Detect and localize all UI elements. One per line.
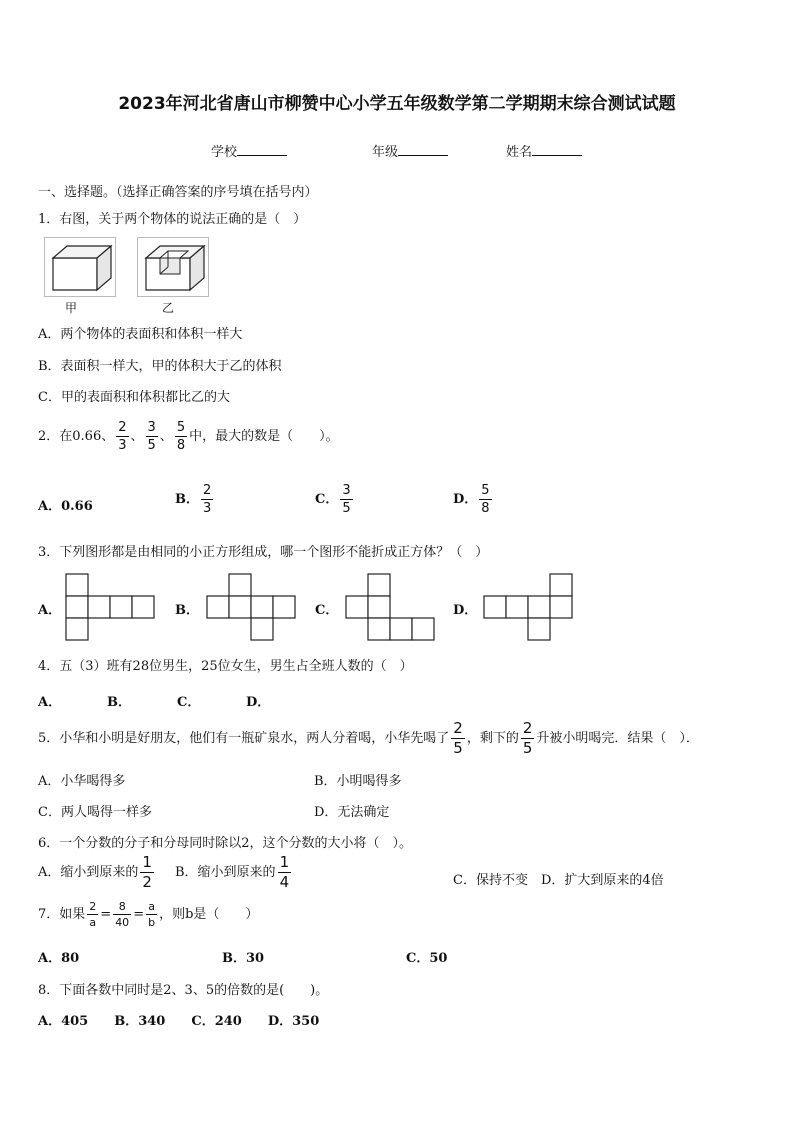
q2-option-b-label: B． [175,492,199,507]
q5-text-3: 升被小明喝完．结果（ ）． [536,731,699,746]
q3-option-a[interactable]: A． [38,603,62,618]
name-label: 姓名 [506,145,533,160]
q5-fraction-1: $\frac{2}{5}$ [453,719,463,757]
q7-fraction-2: $\frac{8}{40}$ [115,900,130,929]
grade-blank[interactable] [398,143,448,156]
q5-fraction-2: $\frac{2}{5}$ [522,719,533,757]
q5-text-1: 5．小华和小明是好朋友，他们有一瓶矿泉水，两人分着喝，小华先喝了 [38,731,450,746]
q4-option-a[interactable]: A． [38,695,62,710]
section-heading: 一、选择题。（选择正确答案的序号填在括号内） [38,185,318,200]
q7-equals: = [100,907,112,922]
q6-option-cd[interactable]: C．保持不变 D．扩大到原来的4倍 [453,873,664,888]
grade-label: 年级 [372,145,399,160]
q3-net-d [483,573,575,641]
notched-cuboid-icon [138,238,208,296]
q5-option-a[interactable]: A．小华喝得多 [38,774,126,789]
q3-option-d[interactable]: D． [453,603,478,618]
name-field[interactable] [506,141,582,160]
q5-text-2: ，剩下的 [466,731,519,746]
q7-option-c[interactable]: C．50 [406,951,448,966]
q2-separator: 、 [130,429,144,444]
q1-label-yi: 乙 [162,301,175,315]
q7-stem [38,901,258,928]
q7-suffix: ，则b是（ ） [159,907,259,922]
q2-option-c-label: C． [315,492,339,507]
page-title: 2023年河北省唐山市柳赞中心小学五年级数学第二学期期末综合测试试题 [118,94,676,114]
q5-option-b[interactable]: B．小明喝得多 [314,774,402,789]
q2-prefix: 2．在0.66、 [38,429,115,444]
q3-net-b [206,573,298,641]
cuboid-icon [45,238,115,296]
q2-fraction-2: $\frac{3}{5}$ [147,420,156,453]
q6-option-b-fraction: $\frac{1}{4}$ [279,853,290,891]
q2-stem [38,421,339,452]
school-label: 学校 [211,145,238,160]
q7-equals: = [133,907,145,922]
q6-stem: 6．一个分数的分子和分母同时除以2，这个分数的大小将（ ）。 [38,836,413,851]
q1-label-jia: 甲 [65,301,78,315]
q2-fraction-1: $\frac{2}{3}$ [118,420,127,453]
q7-option-a[interactable]: A．80 [38,951,80,966]
q6-option-b[interactable] [175,855,293,890]
school-field[interactable] [211,141,287,160]
q2-option-a[interactable]: A．0.66 [38,499,93,514]
q1-stem: 1．右图，关于两个物体的说法正确的是（ ） [38,212,307,227]
q2-option-d[interactable] [453,484,494,515]
q6-option-a-fraction: $\frac{1}{2}$ [142,853,152,891]
q6-option-a-label: A．缩小到原来的 [38,865,139,880]
q4-option-d[interactable]: D． [246,695,271,710]
school-blank[interactable] [237,143,287,156]
q1-option-a[interactable]: A．两个物体的表面积和体积一样大 [38,327,243,342]
q2-option-c-fraction: $\frac{3}{5}$ [342,483,351,516]
q2-option-d-label: D． [453,492,478,507]
q3-net-a [65,573,157,641]
q3-option-b[interactable]: B． [175,603,199,618]
q5-option-c[interactable]: C．两人喝得一样多 [38,805,152,820]
q6-option-b-label: B．缩小到原来的 [175,865,276,880]
q4-option-b[interactable]: B． [107,695,131,710]
q7-option-b[interactable]: B．30 [222,951,265,966]
grade-field[interactable] [372,141,448,160]
q7-fraction-1: $\frac{2}{a}$ [89,900,97,929]
q2-suffix: 中，最大的数是（ ）。 [189,429,339,444]
q4-stem: 4．五（3）班有28位男生，25位女生，男生占全班人数的（ ） [38,659,413,674]
q1-option-b[interactable]: B．表面积一样大，甲的体积大于乙的体积 [38,359,282,374]
q1-option-c[interactable]: C．甲的表面积和体积都比乙的大 [38,390,230,405]
q2-separator: 、 [159,429,173,444]
q2-option-b[interactable] [175,484,215,515]
q6-option-a[interactable] [38,855,156,890]
q2-option-b-fraction: $\frac{2}{3}$ [203,483,212,516]
q8-stem: 8．下面各数中同时是2、3、5的倍数的是( )。 [38,983,329,998]
q5-stem [38,721,699,756]
q1-figure-yi [137,237,209,297]
q3-net-c [345,573,437,641]
q1-figure-jia [44,237,116,297]
q3-stem: 3．下列图形都是由相同的小正方形组成，哪一个图形不能折成正方体？（ ） [38,545,489,560]
q7-fraction-3: $\frac{a}{b}$ [148,900,156,929]
q3-option-c[interactable]: C． [315,603,339,618]
q2-fraction-3: $\frac{5}{8}$ [176,420,186,453]
name-blank[interactable] [532,143,582,156]
q8-options[interactable]: A．405 B．340 C．240 D．350 [38,1014,320,1029]
q4-option-c[interactable]: C． [177,695,201,710]
q7-prefix: 7．如果 [38,907,86,922]
q2-option-d-fraction: $\frac{5}{8}$ [481,483,490,516]
q2-option-c[interactable] [315,484,355,515]
q5-option-d[interactable]: D．无法确定 [314,805,390,820]
